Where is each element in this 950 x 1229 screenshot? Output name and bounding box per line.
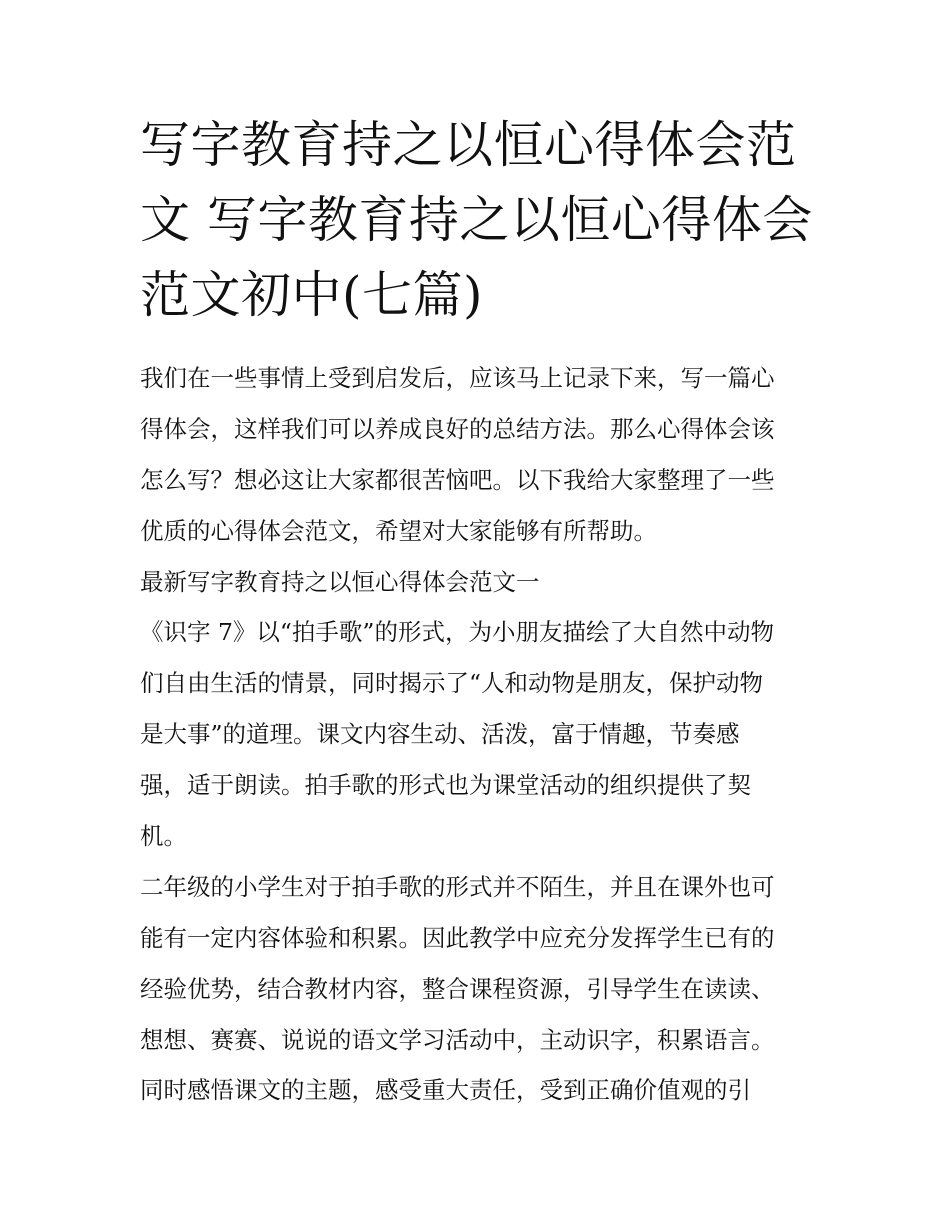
text-line: 们自由生活的情景，同时揭示了“人和动物是朋友，保护动物 [140,669,764,698]
intro-paragraph [140,353,820,557]
text-line: 最新写字教育持之以恒心得体会范文一 [140,567,540,596]
text-line: 强，适于朗读。拍手歌的形式也为课堂活动的组织提供了契 [140,771,751,800]
paragraph-two [140,862,820,1116]
document-page [140,108,820,1116]
text-line: 得体会，这样我们可以养成良好的总结方法。那么心得体会该 [140,414,775,443]
text-line: 机。 [140,822,187,851]
document-title [140,108,820,333]
text-line: 二年级的小学生对于拍手歌的形式并不陌生，并且在课外也可 [140,872,775,901]
title-line: 写字教育持之以恒心得体会范 [140,116,797,174]
section-heading [140,557,820,608]
text-line: 想想、赛赛、说说的语文学习活动中，主动识字，积累语言。 [140,1025,775,1054]
title-line: 文 写字教育持之以恒心得体会 [140,191,813,249]
text-line: 经验优势，结合教材内容，整合课程资源，引导学生在读读、 [140,974,775,1003]
text-line: 《识字 7》以“拍手歌”的形式，为小朋友描绘了大自然中动物 [140,618,774,647]
text-line: 同时感悟课文的主题，感受重大责任，受到正确价值观的引 [140,1076,751,1105]
text-line: 怎么写？想必这让大家都很苦恼吧。以下我给大家整理了一些 [140,465,775,494]
paragraph-one [140,607,820,861]
document-body [140,353,820,1116]
title-line: 范文初中(七篇) [140,266,484,324]
text-line: 能有一定内容体验和积累。因此教学中应充分发挥学生已有的 [140,923,775,952]
text-line: 是大事”的道理。课文内容生动、活泼，富于情趣，节奏感 [140,720,740,749]
text-line: 我们在一些事情上受到启发后，应该马上记录下来，写一篇心 [140,364,775,392]
text-line: 优质的心得体会范文，希望对大家能够有所帮助。 [140,516,657,545]
